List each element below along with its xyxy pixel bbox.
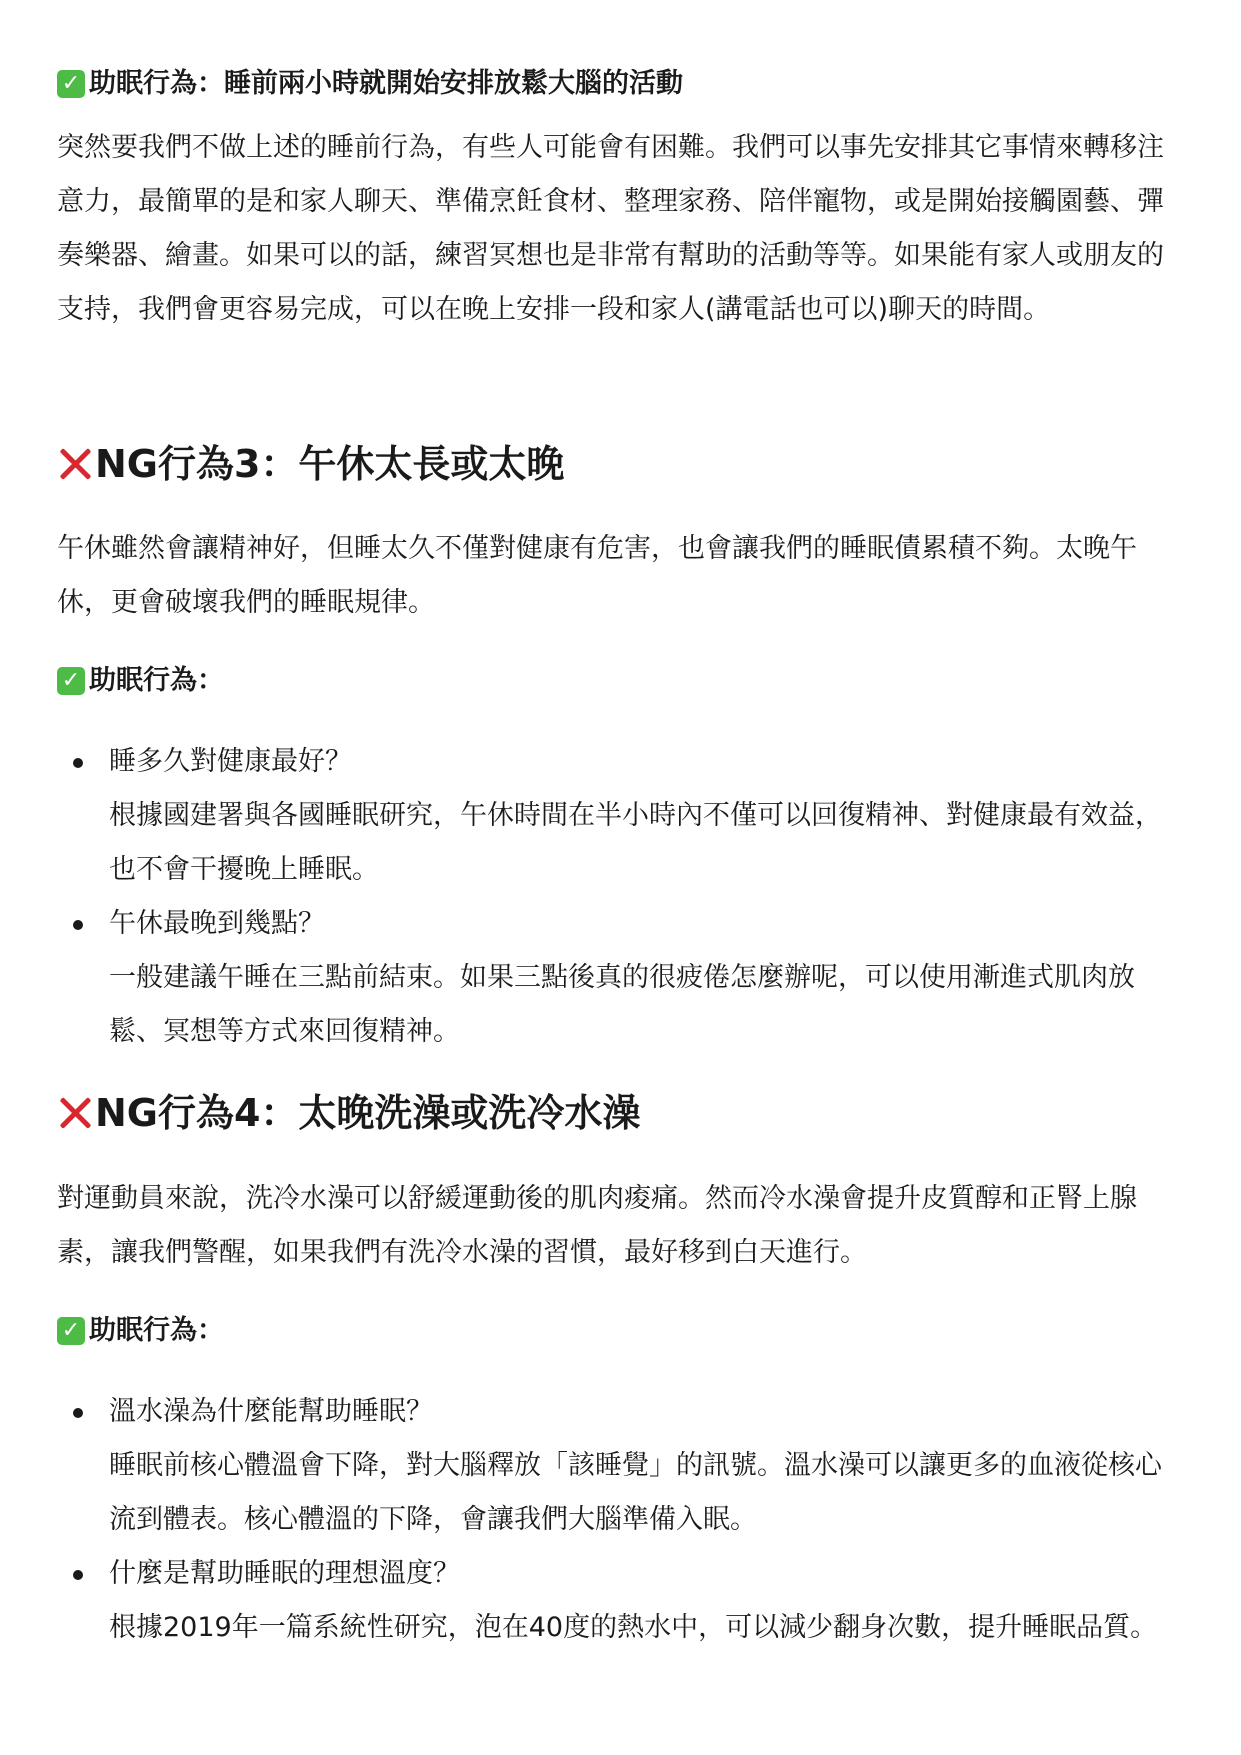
list-item-answer: 一般建議午睡在三點前結束。如果三點後真的很疲倦怎麼辦呢，可以使用漸進式肌肉放鬆、冥想等方式來回復精神。 — [109, 962, 1135, 1047]
ng4-tip-heading-text: 助眠行為： — [89, 1315, 224, 1346]
ng3-heading-text: NG行為3：午休太長或太晚 — [95, 442, 565, 486]
list-item-question: 午休最晚到幾點？ — [109, 908, 325, 939]
ng3-tip-list — [57, 735, 1187, 1059]
check-mark-icon: ✓ — [57, 1317, 85, 1345]
ng3-tip-heading-text: 助眠行為： — [89, 665, 224, 696]
cross-mark-icon — [57, 1095, 93, 1131]
tip-heading-sleep-aid-2 — [57, 64, 1187, 104]
check-mark-icon: ✓ — [57, 667, 85, 695]
check-mark-icon: ✓ — [57, 70, 85, 98]
list-item — [57, 1547, 1187, 1655]
bullet-icon — [73, 1408, 83, 1418]
list-item-answer: 睡眠前核心體溫會下降，對大腦釋放「該睡覺」的訊號。溫水澡可以讓更多的血液從核心流到體表。核心體溫的下降，會讓我們大腦準備入眠。 — [109, 1450, 1162, 1535]
list-item-question: 什麼是幫助睡眠的理想溫度？ — [109, 1558, 460, 1589]
ng4-tip-list — [57, 1385, 1187, 1655]
bullet-icon — [73, 758, 83, 768]
list-item — [57, 897, 1187, 1059]
tip-heading-text: 助眠行為：睡前兩小時就開始安排放鬆大腦的活動 — [89, 68, 683, 99]
ng3-body-paragraph: 午休雖然會讓精神好，但睡太久不僅對健康有危害，也會讓我們的睡眠債累積不夠。太晚午休，更會破壞我們的睡眠規律。 — [57, 533, 1137, 618]
list-item-question: 睡多久對健康最好？ — [109, 746, 352, 777]
list-item — [57, 735, 1187, 897]
bullet-icon — [73, 920, 83, 930]
list-item-question: 溫水澡為什麼能幫助睡眠？ — [109, 1396, 433, 1427]
ng4-tip-heading — [57, 1311, 1187, 1351]
ng3-heading — [57, 438, 1187, 490]
bullet-icon — [73, 1570, 83, 1580]
ng4-heading-text: NG行為4：太晚洗澡或洗冷水澡 — [95, 1091, 641, 1135]
ng4-heading — [57, 1087, 1187, 1139]
cross-mark-icon — [57, 446, 93, 482]
list-item-answer: 根據2019年一篇系統性研究，泡在40度的熱水中，可以減少翻身次數，提升睡眠品質。 — [109, 1612, 1158, 1643]
list-item — [57, 1385, 1187, 1547]
tip-body-paragraph: 突然要我們不做上述的睡前行為，有些人可能會有困難。我們可以事先安排其它事情來轉移注意力，最簡單的是和家人聊天、準備烹飪食材、整理家務、陪伴寵物，或是開始接觸園藝、彈奏樂器、繪畫。如果可以的話，練習冥想也是非常有幫助的活動等等。如果能有家人或朋友的支持，我們會更容易完成，可以在晚上安排一段和家人(講電話也可以)聊天的時間。 — [57, 132, 1164, 325]
ng3-tip-heading — [57, 661, 1187, 701]
ng4-body-paragraph: 對運動員來說，洗冷水澡可以舒緩運動後的肌肉痠痛。然而冷水澡會提升皮質醇和正腎上腺素，讓我們警醒，如果我們有洗冷水澡的習慣，最好移到白天進行。 — [57, 1183, 1137, 1268]
list-item-answer: 根據國建署與各國睡眠研究，午休時間在半小時內不僅可以回復精神、對健康最有效益，也不會干擾晚上睡眠。 — [109, 800, 1162, 885]
